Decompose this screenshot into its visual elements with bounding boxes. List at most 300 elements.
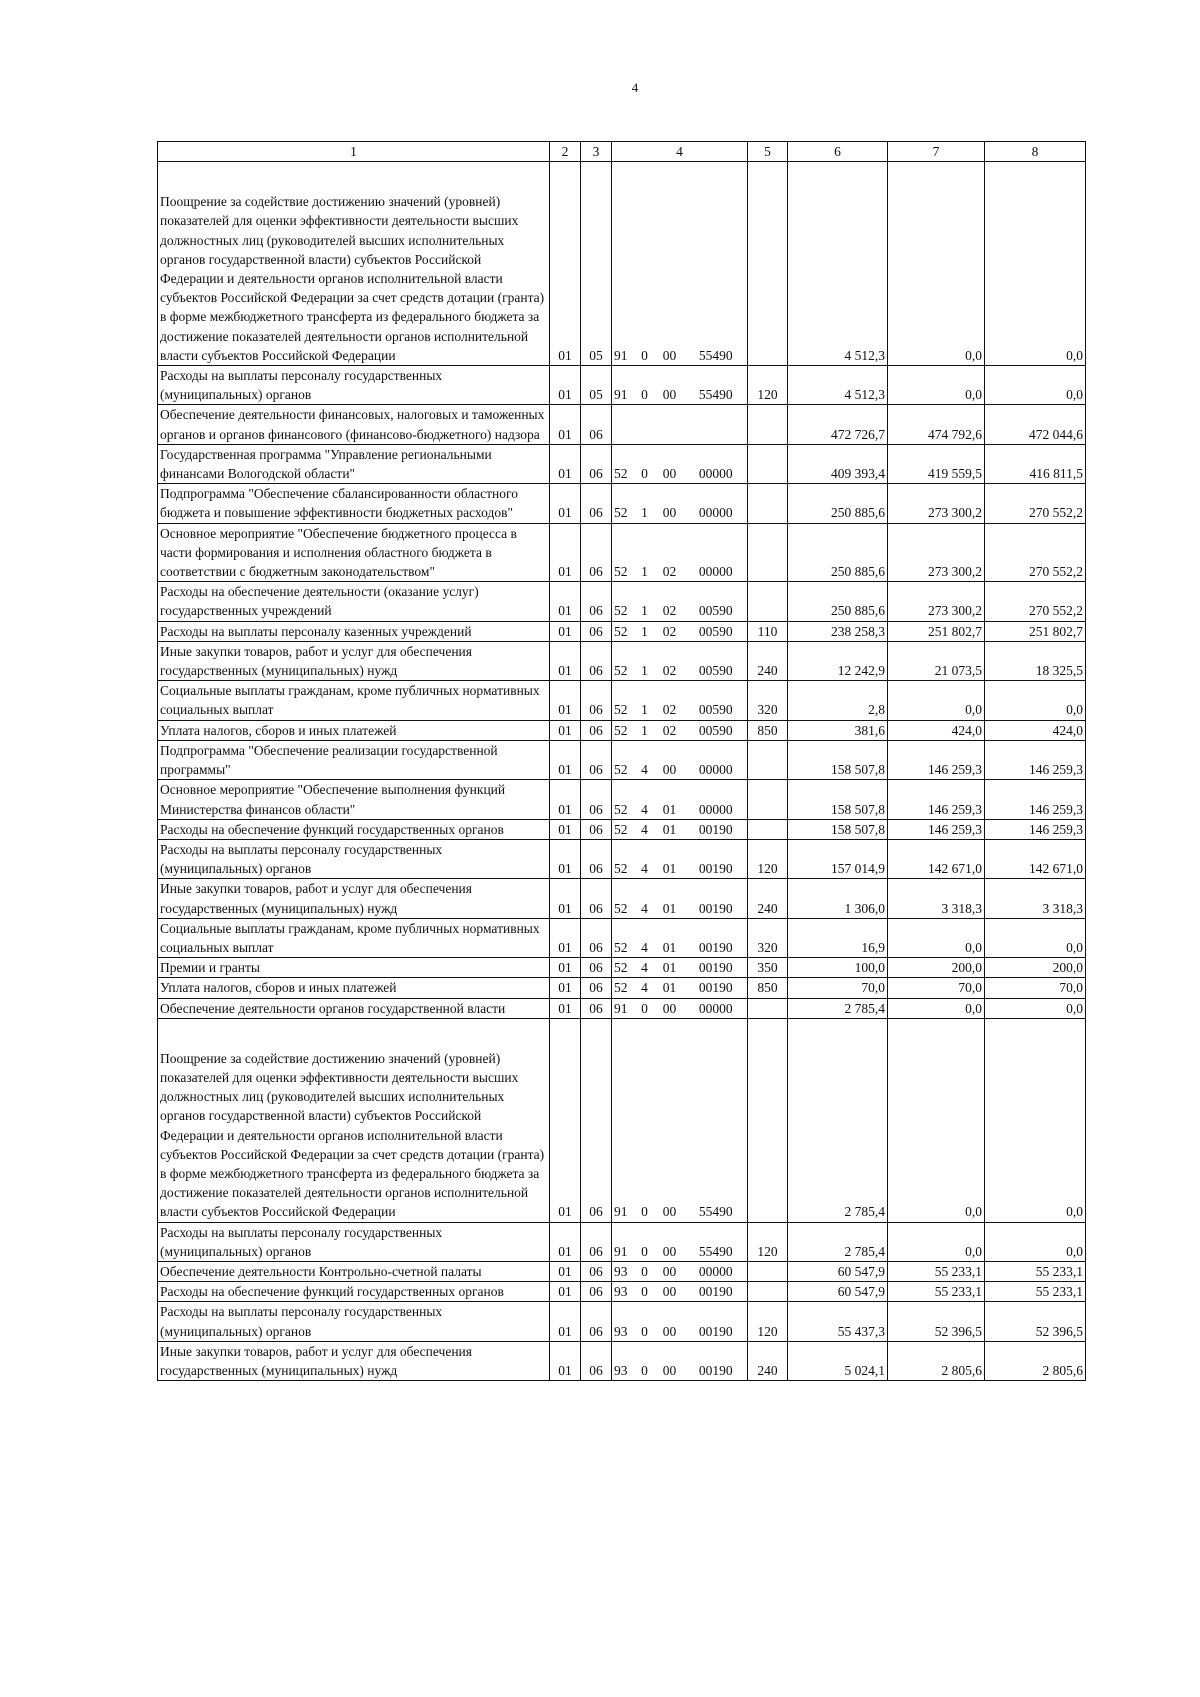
- activity-code: 01: [655, 879, 685, 918]
- section-code: 01: [550, 1282, 581, 1302]
- row-name: Расходы на выплаты персоналу государственных (муниципальных) органов: [158, 1222, 550, 1261]
- amount-year-1: 12 242,9: [788, 641, 888, 680]
- direction-code: 00190: [685, 918, 748, 957]
- direction-code: 00000: [685, 523, 748, 582]
- activity-code: 00: [655, 162, 685, 366]
- section-code: 01: [550, 1302, 581, 1341]
- direction-code: 00590: [685, 641, 748, 680]
- program-code: 52: [612, 484, 635, 523]
- subprogram-code: 0: [635, 1282, 655, 1302]
- row-name: Уплата налогов, сборов и иных платежей: [158, 978, 550, 998]
- header-cell: 6: [788, 142, 888, 162]
- amount-year-3: 416 811,5: [985, 444, 1086, 483]
- section-code: 01: [550, 1222, 581, 1261]
- subprogram-code: 4: [635, 918, 655, 957]
- table-row: [158, 839, 1086, 878]
- expense-type-code: 120: [748, 1302, 788, 1341]
- direction-code: 55490: [685, 1222, 748, 1261]
- amount-year-3: 0,0: [985, 998, 1086, 1018]
- subsection-code: 06: [581, 819, 612, 839]
- header-cell: 5: [748, 142, 788, 162]
- amount-year-3: 0,0: [985, 162, 1086, 366]
- row-name: Расходы на обеспечение функций государственных органов: [158, 819, 550, 839]
- subprogram-code: 1: [635, 720, 655, 740]
- amount-year-1: 472 726,7: [788, 405, 888, 444]
- section-code: 01: [550, 681, 581, 720]
- amount-year-1: 2 785,4: [788, 1018, 888, 1222]
- amount-year-1: 238 258,3: [788, 621, 888, 641]
- section-code: 01: [550, 1018, 581, 1222]
- amount-year-3: 0,0: [985, 366, 1086, 405]
- header-cell: 3: [581, 142, 612, 162]
- amount-year-2: 146 259,3: [888, 780, 985, 819]
- activity-code: 02: [655, 523, 685, 582]
- program-code: 52: [612, 819, 635, 839]
- program-code: 52: [612, 958, 635, 978]
- subprogram-code: 0: [635, 1018, 655, 1222]
- direction-code: 00590: [685, 582, 748, 621]
- amount-year-1: 158 507,8: [788, 819, 888, 839]
- subsection-code: 06: [581, 1302, 612, 1341]
- amount-year-1: 4 512,3: [788, 366, 888, 405]
- row-name: Расходы на выплаты персоналу государственных (муниципальных) органов: [158, 1302, 550, 1341]
- subprogram-code: 1: [635, 641, 655, 680]
- subprogram-code: 4: [635, 740, 655, 779]
- amount-year-3: 0,0: [985, 681, 1086, 720]
- amount-year-1: 157 014,9: [788, 839, 888, 878]
- amount-year-2: 146 259,3: [888, 819, 985, 839]
- subsection-code: 05: [581, 162, 612, 366]
- program-code: 52: [612, 879, 635, 918]
- direction-code: 00000: [685, 998, 748, 1018]
- subsection-code: 06: [581, 523, 612, 582]
- subprogram-code: 0: [635, 366, 655, 405]
- amount-year-3: 0,0: [985, 1222, 1086, 1261]
- expense-type-code: [748, 780, 788, 819]
- direction-code: 55490: [685, 1018, 748, 1222]
- program-code: 52: [612, 780, 635, 819]
- section-code: 01: [550, 484, 581, 523]
- expense-type-code: [748, 1282, 788, 1302]
- row-name: Социальные выплаты гражданам, кроме публичных нормативных социальных выплат: [158, 918, 550, 957]
- amount-year-2: 55 233,1: [888, 1282, 985, 1302]
- subprogram-code: 1: [635, 681, 655, 720]
- amount-year-2: 424,0: [888, 720, 985, 740]
- subprogram-code: 1: [635, 621, 655, 641]
- header-cell: 4: [612, 142, 748, 162]
- amount-year-3: 52 396,5: [985, 1302, 1086, 1341]
- subsection-code: 06: [581, 484, 612, 523]
- subprogram-code: 0: [635, 162, 655, 366]
- amount-year-1: 4 512,3: [788, 162, 888, 366]
- program-code: 91: [612, 162, 635, 366]
- direction-code: 00190: [685, 958, 748, 978]
- table-row: [158, 918, 1086, 957]
- row-name: Обеспечение деятельности органов государственной власти: [158, 998, 550, 1018]
- subsection-code: 06: [581, 1282, 612, 1302]
- amount-year-1: 5 024,1: [788, 1341, 888, 1380]
- amount-year-2: 0,0: [888, 1222, 985, 1261]
- amount-year-2: 70,0: [888, 978, 985, 998]
- section-code: 01: [550, 582, 581, 621]
- section-code: 01: [550, 444, 581, 483]
- subprogram-code: 4: [635, 819, 655, 839]
- direction-code: 55490: [685, 366, 748, 405]
- row-name: Иные закупки товаров, работ и услуг для обеспечения государственных (муниципальных) нужд: [158, 1341, 550, 1380]
- amount-year-3: 251 802,7: [985, 621, 1086, 641]
- section-code: 01: [550, 780, 581, 819]
- amount-year-2: 21 073,5: [888, 641, 985, 680]
- section-code: 01: [550, 621, 581, 641]
- section-code: 01: [550, 819, 581, 839]
- table-body: [158, 162, 1086, 1381]
- table-row: [158, 1282, 1086, 1302]
- subprogram-code: 4: [635, 839, 655, 878]
- amount-year-2: 3 318,3: [888, 879, 985, 918]
- amount-year-2: 52 396,5: [888, 1302, 985, 1341]
- subsection-code: 06: [581, 998, 612, 1018]
- expense-type-code: [748, 523, 788, 582]
- amount-year-2: 251 802,7: [888, 621, 985, 641]
- activity-code: 00: [655, 1018, 685, 1222]
- direction-code: 00190: [685, 1302, 748, 1341]
- row-name: Подпрограмма "Обеспечение сбалансированности областного бюджета и повышение эффективности бюджетных расходов": [158, 484, 550, 523]
- program-code: 52: [612, 582, 635, 621]
- subprogram-code: 1: [635, 523, 655, 582]
- expense-type-code: 240: [748, 879, 788, 918]
- expense-type-code: 110: [748, 621, 788, 641]
- subprogram-code: 4: [635, 958, 655, 978]
- subsection-code: 06: [581, 1222, 612, 1261]
- direction-code: 00000: [685, 780, 748, 819]
- activity-code: 02: [655, 681, 685, 720]
- section-code: 01: [550, 958, 581, 978]
- amount-year-2: 146 259,3: [888, 740, 985, 779]
- amount-year-1: 70,0: [788, 978, 888, 998]
- subprogram-code: 0: [635, 1341, 655, 1380]
- row-name: Иные закупки товаров, работ и услуг для обеспечения государственных (муниципальных) нужд: [158, 641, 550, 680]
- activity-code: 00: [655, 1282, 685, 1302]
- amount-year-2: 142 671,0: [888, 839, 985, 878]
- amount-year-1: 158 507,8: [788, 740, 888, 779]
- direction-code: 00190: [685, 978, 748, 998]
- expense-type-code: [748, 1018, 788, 1222]
- program-code: 52: [612, 918, 635, 957]
- program-code: 52: [612, 720, 635, 740]
- subsection-code: 06: [581, 641, 612, 680]
- direction-code: 55490: [685, 162, 748, 366]
- expense-type-code: 850: [748, 978, 788, 998]
- direction-code: 00000: [685, 740, 748, 779]
- section-code: 01: [550, 998, 581, 1018]
- amount-year-1: 60 547,9: [788, 1261, 888, 1281]
- header-cell: 1: [158, 142, 550, 162]
- subprogram-code: [635, 405, 655, 444]
- program-code: 93: [612, 1282, 635, 1302]
- amount-year-2: 273 300,2: [888, 582, 985, 621]
- program-code: 52: [612, 621, 635, 641]
- direction-code: 00190: [685, 839, 748, 878]
- amount-year-1: 2 785,4: [788, 998, 888, 1018]
- activity-code: 01: [655, 958, 685, 978]
- amount-year-1: 100,0: [788, 958, 888, 978]
- subprogram-code: 4: [635, 978, 655, 998]
- row-name: Расходы на выплаты персоналу государственных (муниципальных) органов: [158, 366, 550, 405]
- budget-table: [157, 141, 1086, 1381]
- direction-code: 00000: [685, 1261, 748, 1281]
- direction-code: 00190: [685, 1341, 748, 1380]
- expense-type-code: [748, 582, 788, 621]
- section-code: 01: [550, 366, 581, 405]
- table-row: [158, 681, 1086, 720]
- table-row: [158, 1302, 1086, 1341]
- table-row: [158, 641, 1086, 680]
- table-row: [158, 621, 1086, 641]
- amount-year-2: 0,0: [888, 162, 985, 366]
- amount-year-2: 0,0: [888, 998, 985, 1018]
- header-cell: 8: [985, 142, 1086, 162]
- activity-code: 02: [655, 720, 685, 740]
- amount-year-1: 1 306,0: [788, 879, 888, 918]
- amount-year-3: 472 044,6: [985, 405, 1086, 444]
- amount-year-3: 70,0: [985, 978, 1086, 998]
- page-number: 4: [631, 80, 639, 95]
- program-code: 91: [612, 1018, 635, 1222]
- activity-code: [655, 405, 685, 444]
- program-code: 93: [612, 1261, 635, 1281]
- row-name: Подпрограмма "Обеспечение реализации государственной программы": [158, 740, 550, 779]
- expense-type-code: 120: [748, 1222, 788, 1261]
- amount-year-2: 55 233,1: [888, 1261, 985, 1281]
- amount-year-3: 55 233,1: [985, 1282, 1086, 1302]
- row-name: Поощрение за содействие достижению значений (уровней) показателей для оценки эффективности деятельности высших должностных лиц (руководителей высших исполнительных органов государственной власти) субъектов Российской Федерации и деятельности органов исполнительной власти субъектов Российской Федерации за счет средств дотации (гранта) в форме межбюджетного трансферта из федерального бюджета за достижение показателей деятельности органов исполнительной власти субъектов Российской Федерации: [158, 1018, 550, 1222]
- row-name: Социальные выплаты гражданам, кроме публичных нормативных социальных выплат: [158, 681, 550, 720]
- section-code: 01: [550, 1341, 581, 1380]
- subsection-code: 06: [581, 780, 612, 819]
- activity-code: 00: [655, 1302, 685, 1341]
- section-code: 01: [550, 720, 581, 740]
- program-code: 93: [612, 1302, 635, 1341]
- expense-type-code: 320: [748, 681, 788, 720]
- activity-code: 00: [655, 484, 685, 523]
- table-row: [158, 958, 1086, 978]
- table-row: [158, 582, 1086, 621]
- activity-code: 00: [655, 1341, 685, 1380]
- amount-year-3: 55 233,1: [985, 1261, 1086, 1281]
- activity-code: 01: [655, 839, 685, 878]
- amount-year-1: 381,6: [788, 720, 888, 740]
- amount-year-1: 2,8: [788, 681, 888, 720]
- amount-year-2: 273 300,2: [888, 484, 985, 523]
- expense-type-code: [748, 1261, 788, 1281]
- section-code: 01: [550, 879, 581, 918]
- table-row: [158, 405, 1086, 444]
- table-row: [158, 1018, 1086, 1222]
- activity-code: 00: [655, 366, 685, 405]
- section-code: 01: [550, 740, 581, 779]
- subsection-code: 06: [581, 405, 612, 444]
- amount-year-2: 0,0: [888, 681, 985, 720]
- section-code: 01: [550, 523, 581, 582]
- subsection-code: 06: [581, 1261, 612, 1281]
- table-row: [158, 819, 1086, 839]
- subsection-code: 06: [581, 681, 612, 720]
- row-name: Премии и гранты: [158, 958, 550, 978]
- subsection-code: 06: [581, 978, 612, 998]
- subsection-code: 06: [581, 958, 612, 978]
- amount-year-1: 409 393,4: [788, 444, 888, 483]
- program-code: 93: [612, 1341, 635, 1380]
- subsection-code: 06: [581, 1341, 612, 1380]
- direction-code: 00590: [685, 681, 748, 720]
- table-row: [158, 523, 1086, 582]
- subprogram-code: 4: [635, 879, 655, 918]
- subsection-code: 06: [581, 740, 612, 779]
- direction-code: 00190: [685, 819, 748, 839]
- program-code: 52: [612, 839, 635, 878]
- activity-code: 01: [655, 918, 685, 957]
- subprogram-code: 0: [635, 1222, 655, 1261]
- direction-code: 00590: [685, 720, 748, 740]
- row-name: Государственная программа "Управление региональными финансами Вологодской области": [158, 444, 550, 483]
- header-row: [158, 142, 1086, 162]
- section-code: 01: [550, 641, 581, 680]
- activity-code: 02: [655, 621, 685, 641]
- amount-year-1: 60 547,9: [788, 1282, 888, 1302]
- amount-year-3: 270 552,2: [985, 484, 1086, 523]
- section-code: 01: [550, 1261, 581, 1281]
- table-row: [158, 978, 1086, 998]
- direction-code: [685, 405, 748, 444]
- row-name: Расходы на выплаты персоналу казенных учреждений: [158, 621, 550, 641]
- amount-year-2: 273 300,2: [888, 523, 985, 582]
- program-code: 52: [612, 740, 635, 779]
- program-code: 91: [612, 366, 635, 405]
- activity-code: 00: [655, 444, 685, 483]
- amount-year-3: 18 325,5: [985, 641, 1086, 680]
- amount-year-2: 200,0: [888, 958, 985, 978]
- activity-code: 01: [655, 978, 685, 998]
- row-name: Расходы на обеспечение функций государственных органов: [158, 1282, 550, 1302]
- amount-year-1: 158 507,8: [788, 780, 888, 819]
- expense-type-code: [748, 484, 788, 523]
- activity-code: 02: [655, 641, 685, 680]
- table-row: [158, 1222, 1086, 1261]
- program-code: 52: [612, 978, 635, 998]
- row-name: Расходы на выплаты персоналу государственных (муниципальных) органов: [158, 839, 550, 878]
- activity-code: 01: [655, 780, 685, 819]
- amount-year-2: 474 792,6: [888, 405, 985, 444]
- section-code: 01: [550, 162, 581, 366]
- table-row: [158, 444, 1086, 483]
- table-row: [158, 780, 1086, 819]
- program-code: [612, 405, 635, 444]
- expense-type-code: 850: [748, 720, 788, 740]
- direction-code: 00590: [685, 621, 748, 641]
- expense-type-code: [748, 998, 788, 1018]
- subprogram-code: 4: [635, 780, 655, 819]
- table-row: [158, 162, 1086, 366]
- expense-type-code: [748, 740, 788, 779]
- row-name: Иные закупки товаров, работ и услуг для обеспечения государственных (муниципальных) нужд: [158, 879, 550, 918]
- program-code: 91: [612, 1222, 635, 1261]
- amount-year-2: 0,0: [888, 918, 985, 957]
- expense-type-code: [748, 405, 788, 444]
- section-code: 01: [550, 978, 581, 998]
- subsection-code: 06: [581, 1018, 612, 1222]
- program-code: 52: [612, 681, 635, 720]
- amount-year-3: 2 805,6: [985, 1341, 1086, 1380]
- expense-type-code: 120: [748, 366, 788, 405]
- amount-year-1: 16,9: [788, 918, 888, 957]
- subsection-code: 06: [581, 444, 612, 483]
- amount-year-2: 0,0: [888, 366, 985, 405]
- subprogram-code: 0: [635, 444, 655, 483]
- row-name: Обеспечение деятельности Контрольно-счетной палаты: [158, 1261, 550, 1281]
- expense-type-code: 320: [748, 918, 788, 957]
- amount-year-3: 3 318,3: [985, 879, 1086, 918]
- expense-type-code: [748, 444, 788, 483]
- row-name: Поощрение за содействие достижению значений (уровней) показателей для оценки эффективности деятельности высших должностных лиц (руководителей высших исполнительных органов государственной власти) субъектов Российской Федерации и деятельности органов исполнительной власти субъектов Российской Федерации за счет средств дотации (гранта) в форме межбюджетного трансферта из федерального бюджета за достижение показателей деятельности органов исполнительной власти субъектов Российской Федерации: [158, 162, 550, 366]
- table-row: [158, 484, 1086, 523]
- row-name: Основное мероприятие "Обеспечение бюджетного процесса в части формирования и исполнения областного бюджета в соответствии с бюджетным законодательством": [158, 523, 550, 582]
- activity-code: 00: [655, 1222, 685, 1261]
- amount-year-3: 270 552,2: [985, 582, 1086, 621]
- subsection-code: 06: [581, 720, 612, 740]
- section-code: 01: [550, 918, 581, 957]
- row-name: Уплата налогов, сборов и иных платежей: [158, 720, 550, 740]
- section-code: 01: [550, 405, 581, 444]
- activity-code: 00: [655, 1261, 685, 1281]
- expense-type-code: 240: [748, 641, 788, 680]
- amount-year-3: 0,0: [985, 918, 1086, 957]
- amount-year-2: 419 559,5: [888, 444, 985, 483]
- subsection-code: 06: [581, 839, 612, 878]
- direction-code: 00000: [685, 484, 748, 523]
- row-name: Основное мероприятие "Обеспечение выполнения функций Министерства финансов области": [158, 780, 550, 819]
- amount-year-1: 250 885,6: [788, 523, 888, 582]
- amount-year-3: 0,0: [985, 1018, 1086, 1222]
- amount-year-2: 0,0: [888, 1018, 985, 1222]
- amount-year-1: 250 885,6: [788, 484, 888, 523]
- direction-code: 00000: [685, 444, 748, 483]
- amount-year-3: 146 259,3: [985, 740, 1086, 779]
- direction-code: 00190: [685, 879, 748, 918]
- table-row: [158, 1261, 1086, 1281]
- activity-code: 00: [655, 998, 685, 1018]
- expense-type-code: [748, 162, 788, 366]
- amount-year-3: 142 671,0: [985, 839, 1086, 878]
- subsection-code: 06: [581, 621, 612, 641]
- expense-type-code: 240: [748, 1341, 788, 1380]
- program-code: 91: [612, 998, 635, 1018]
- amount-year-3: 424,0: [985, 720, 1086, 740]
- header-cell: 7: [888, 142, 985, 162]
- activity-code: 01: [655, 819, 685, 839]
- amount-year-3: 146 259,3: [985, 819, 1086, 839]
- expense-type-code: [748, 819, 788, 839]
- amount-year-3: 146 259,3: [985, 780, 1086, 819]
- activity-code: 02: [655, 582, 685, 621]
- amount-year-1: 2 785,4: [788, 1222, 888, 1261]
- table-row: [158, 998, 1086, 1018]
- table-row: [158, 720, 1086, 740]
- header-cell: 2: [550, 142, 581, 162]
- program-code: 52: [612, 523, 635, 582]
- table-row: [158, 740, 1086, 779]
- row-name: Расходы на обеспечение деятельности (оказание услуг) государственных учреждений: [158, 582, 550, 621]
- table-row: [158, 366, 1086, 405]
